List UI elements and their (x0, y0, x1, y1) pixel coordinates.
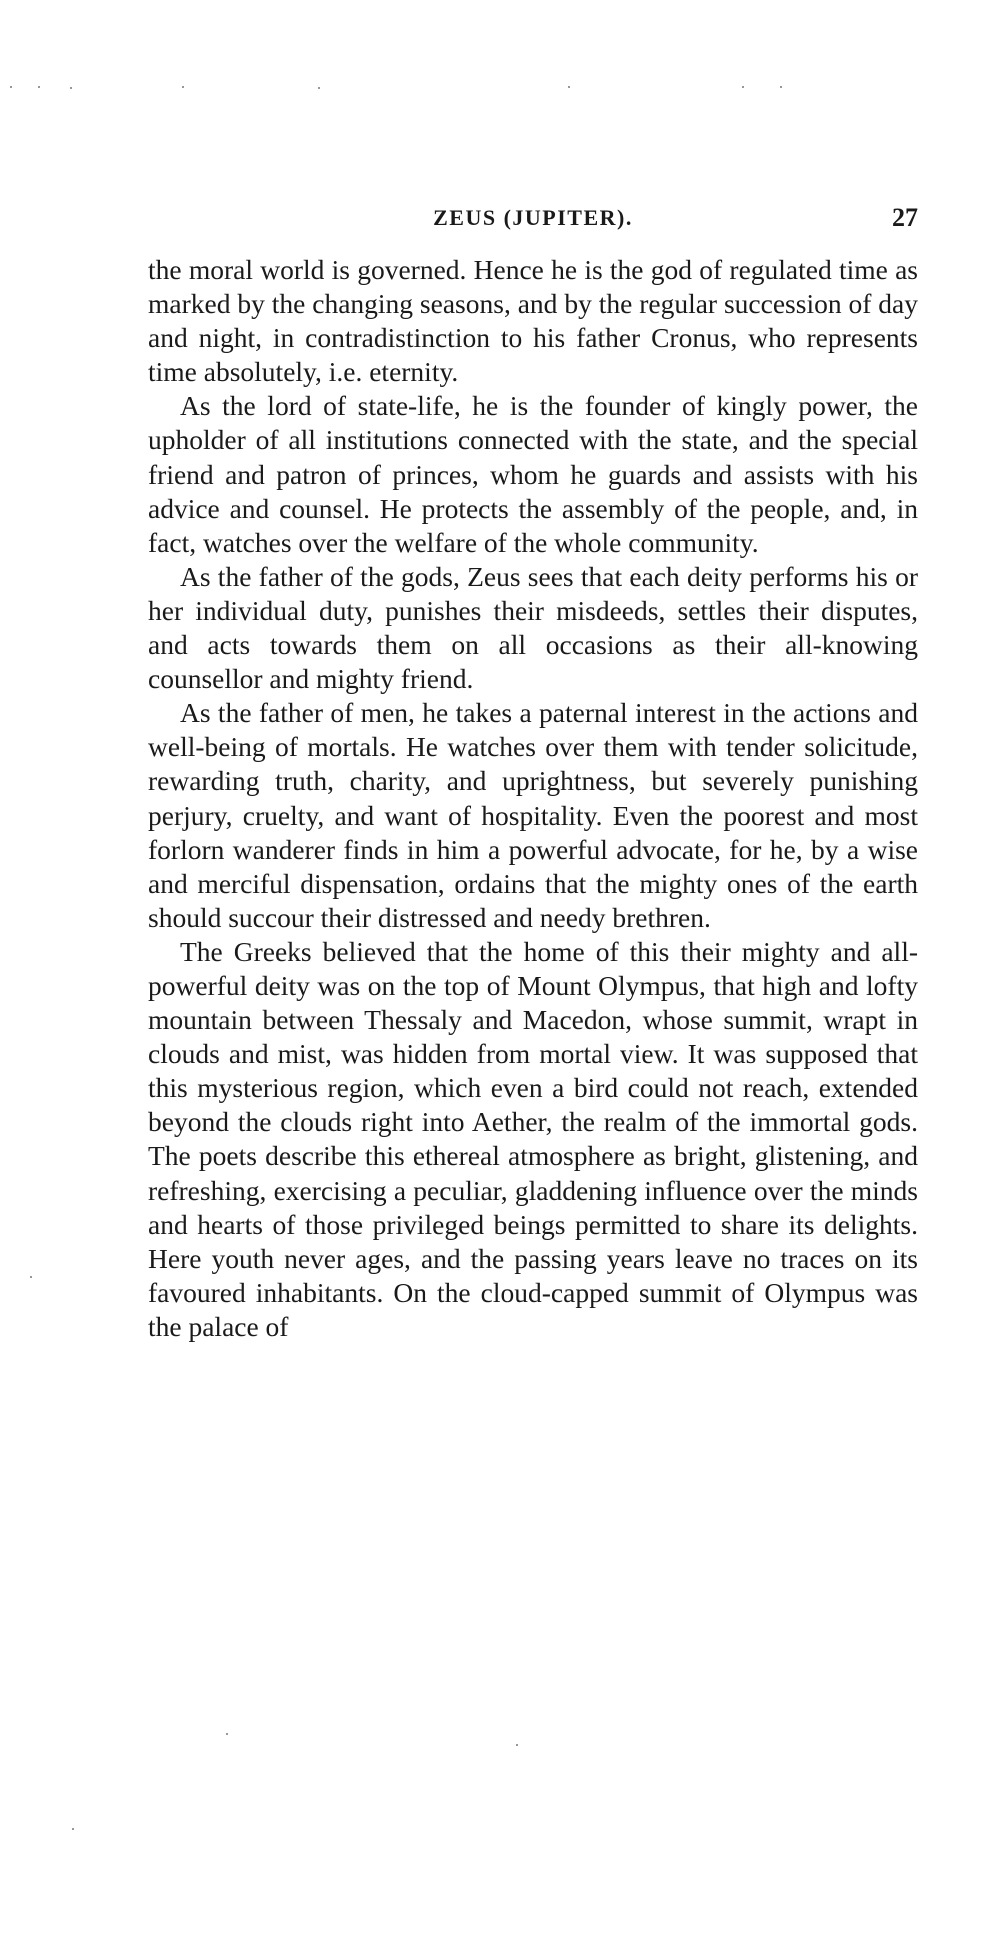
scan-speck (742, 86, 744, 88)
paragraph: As the father of the gods, Zeus sees that each deity performs his or her individual duty, punishes their misdeeds, settles their disputes, and acts towards them on all occasions as their all-knowing counsellor and mighty friend. (148, 560, 918, 695)
page-number: 27 (892, 203, 918, 232)
paragraph: the moral world is governed. Hence he is the god of regulated time as marked by the changing seasons, and by the regular succession of day and night, in contradistinction to his father Cronus, who represents time absolutely, i.e. eternity. (148, 254, 918, 388)
scan-speck (72, 1828, 74, 1830)
paragraph: As the father of men, he takes a paternal interest in the actions and well-being of mortals. He watches over them with tender solicitude, rewarding truth, charity, and uprightness, but severely punishing perjury, cruelty, and want of hospitality. Even the poorest and most forlorn wanderer finds in him a powerful advocate, for he, by a wise and merciful dispensation, ordains that the mighty ones of the earth should succour their distressed and needy brethren. (148, 697, 918, 933)
scan-speck (38, 86, 40, 88)
scan-speck (30, 1276, 32, 1278)
scan-speck (70, 87, 72, 89)
paragraph: The Greeks believed that the home of this their mighty and all-powerful deity was on the top of Mount Olympus, that high and lofty mountain between Thessaly and Macedon, whose summit, wrapt in clouds and mist, was hidden from mortal view. It was supposed that this mysterious region, which even a bird could not reach, extended beyond the clouds right into Aether, the realm of the immortal gods. The poets describe this ethereal atmosphere as bright, glistening, and refreshing, exercising a peculiar, gladdening influence over the minds and hearts of those privileged beings permitted to share its delights. Here youth never ages, and the passing years leave no traces on its favoured inhabitants. On the cloud-capped summit of Olympus was the palace of (148, 935, 918, 1342)
scan-speck (226, 1733, 228, 1735)
running-title: ZEUS (JUPITER). (433, 205, 633, 230)
scan-speck (780, 86, 782, 88)
scan-speck (10, 86, 12, 88)
scan-speck (318, 87, 320, 89)
scan-speck (182, 86, 184, 88)
scan-speck (516, 1744, 518, 1746)
paragraph: As the lord of state-life, he is the founder of kingly power, the upholder of all institutions connected with the state, and the special friend and patron of princes, whom he guards and assists with his advice and counsel. He protects the assembly of the people, and, in fact, watches over the welfare of the whole community. (148, 390, 918, 558)
scan-speck (568, 86, 570, 88)
running-head (148, 198, 918, 238)
body-text (148, 253, 918, 1344)
